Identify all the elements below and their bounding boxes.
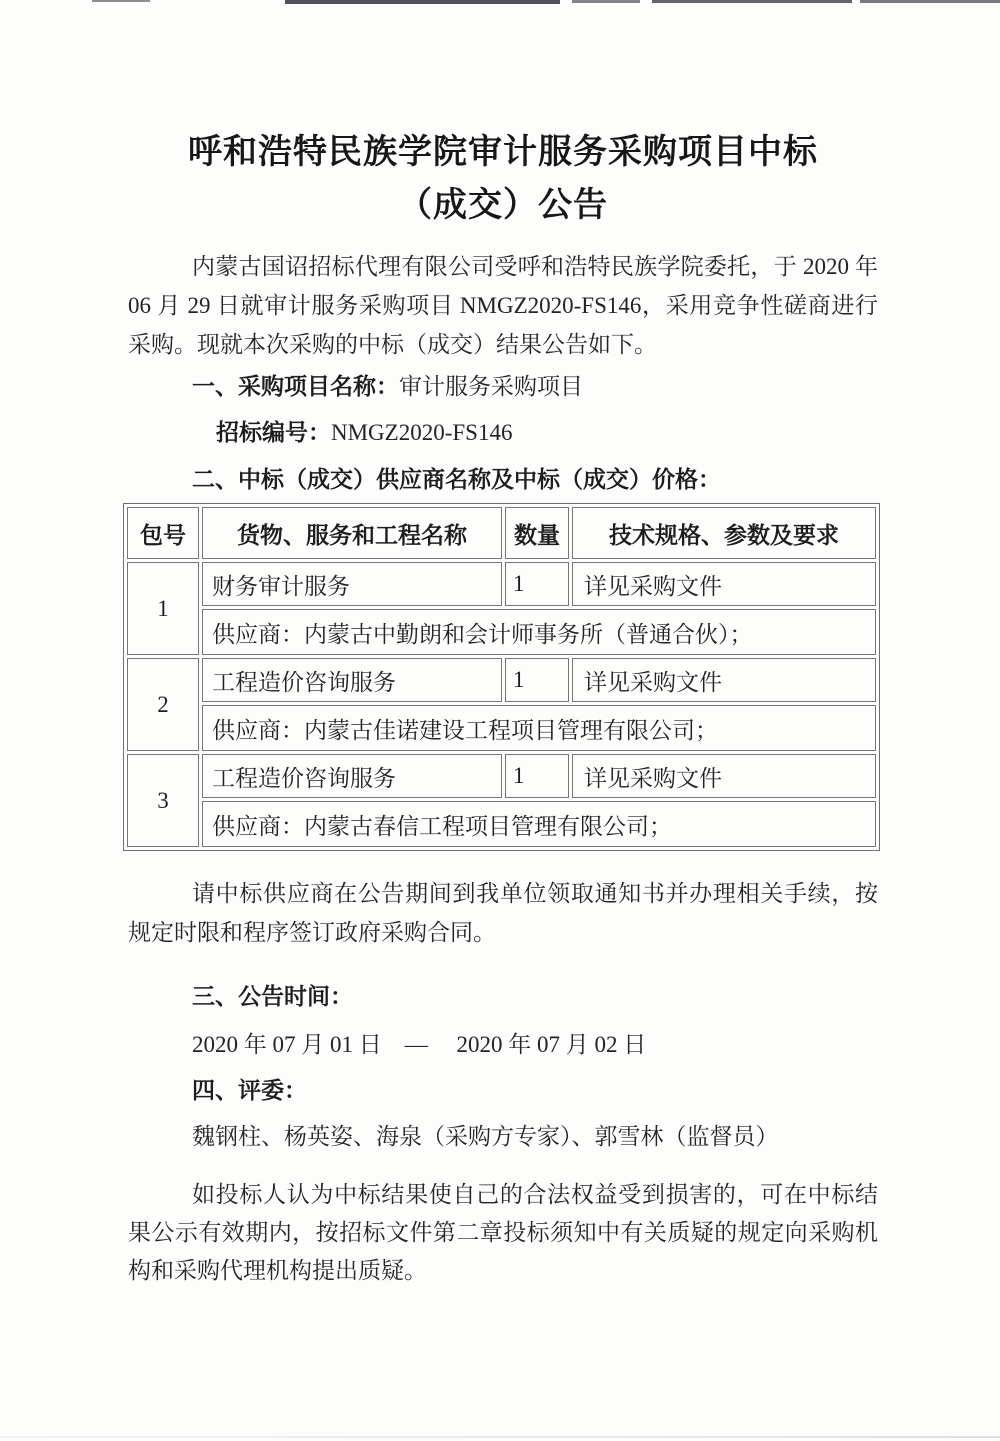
section-1-heading (192, 373, 878, 400)
announcement-period: 2020 年 07 月 01 日 — 2020 年 07 月 02 日 (192, 1032, 647, 1057)
col-header-spec: 技术规格、参数及要求 (572, 507, 876, 559)
notice-paragraph: 请中标供应商在公告期间到我单位领取通知书并办理相关手续，按规定时限和程序签订政府采购合同。 (128, 881, 878, 945)
award-table (123, 503, 880, 851)
bid-number-line (216, 419, 878, 446)
doc-title (128, 0, 878, 232)
item-qty: 1 (505, 754, 569, 798)
col-header-package: 包号 (127, 507, 199, 559)
table-row (127, 801, 876, 847)
supplier-cell: 供应商：内蒙古佳诺建设工程项目管理有限公司； (202, 705, 876, 751)
package-number: 3 (127, 754, 199, 847)
item-spec: 详见采购文件 (572, 562, 876, 606)
item-name: 工程造价咨询服务 (202, 658, 502, 702)
scan-mark (285, 0, 560, 4)
section-4-heading: 四、评委： (192, 1078, 307, 1103)
item-name: 财务审计服务 (202, 562, 502, 606)
col-header-qty: 数量 (505, 507, 569, 559)
item-spec: 详见采购文件 (572, 658, 876, 702)
bid-number-value: NMGZ2020-FS146 (331, 420, 513, 445)
doc-title-line1: 呼和浩特民族学院审计服务采购项目中标 (188, 134, 818, 171)
scan-mark (860, 0, 1000, 3)
supplier-cell: 供应商：内蒙古春信工程项目管理有限公司； (202, 801, 876, 847)
bid-number-label: 招标编号： (216, 420, 331, 445)
table-row (127, 562, 876, 606)
scan-mark (572, 0, 640, 3)
intro-paragraph: 内蒙古国诏招标代理有限公司受呼和浩特民族学院委托，于 2020 年 06 月 29 日就审计服务采购项目 NMGZ2020-FS146，采用竞争性磋商进行采购。现就本次采购的中标（成交）结果公告如下。 (128, 254, 878, 357)
package-number: 2 (127, 658, 199, 751)
item-spec: 详见采购文件 (572, 754, 876, 798)
col-header-item: 货物、服务和工程名称 (202, 507, 502, 559)
item-qty: 1 (505, 658, 569, 702)
package-number: 1 (127, 562, 199, 655)
item-qty: 1 (505, 562, 569, 606)
scan-artifact-top (0, 0, 1000, 6)
section-1-label: 一、采购项目名称： (192, 374, 399, 399)
section-3-heading: 三、公告时间： (192, 984, 353, 1009)
table-row (127, 705, 876, 751)
doc-title-line2: （成交）公告 (398, 187, 608, 224)
objection-paragraph: 如投标人认为中标结果使自己的合法权益受到损害的，可在中标结果公示有效期内，按招标文件第二章投标须知中有关质疑的规定向采购机构和采购代理机构提出质疑。 (128, 1182, 878, 1283)
table-row (127, 754, 876, 798)
scan-artifact-bottom (0, 1436, 1000, 1438)
project-name: 审计服务采购项目 (399, 374, 583, 399)
table-row (127, 658, 876, 702)
table-header-row (127, 507, 876, 559)
document-content (128, 0, 878, 1290)
supplier-cell: 供应商：内蒙古中勤朗和会计师事务所（普通合伙）； (202, 609, 876, 655)
scan-mark (652, 0, 852, 3)
scan-mark (92, 0, 150, 2)
section-2-heading: 二、中标（成交）供应商名称及中标（成交）价格： (192, 467, 721, 492)
judges-line: 魏钢柱、杨英姿、海泉（采购方专家）、郭雪林（监督员） (192, 1124, 779, 1149)
item-name: 工程造价咨询服务 (202, 754, 502, 798)
table-row (127, 609, 876, 655)
